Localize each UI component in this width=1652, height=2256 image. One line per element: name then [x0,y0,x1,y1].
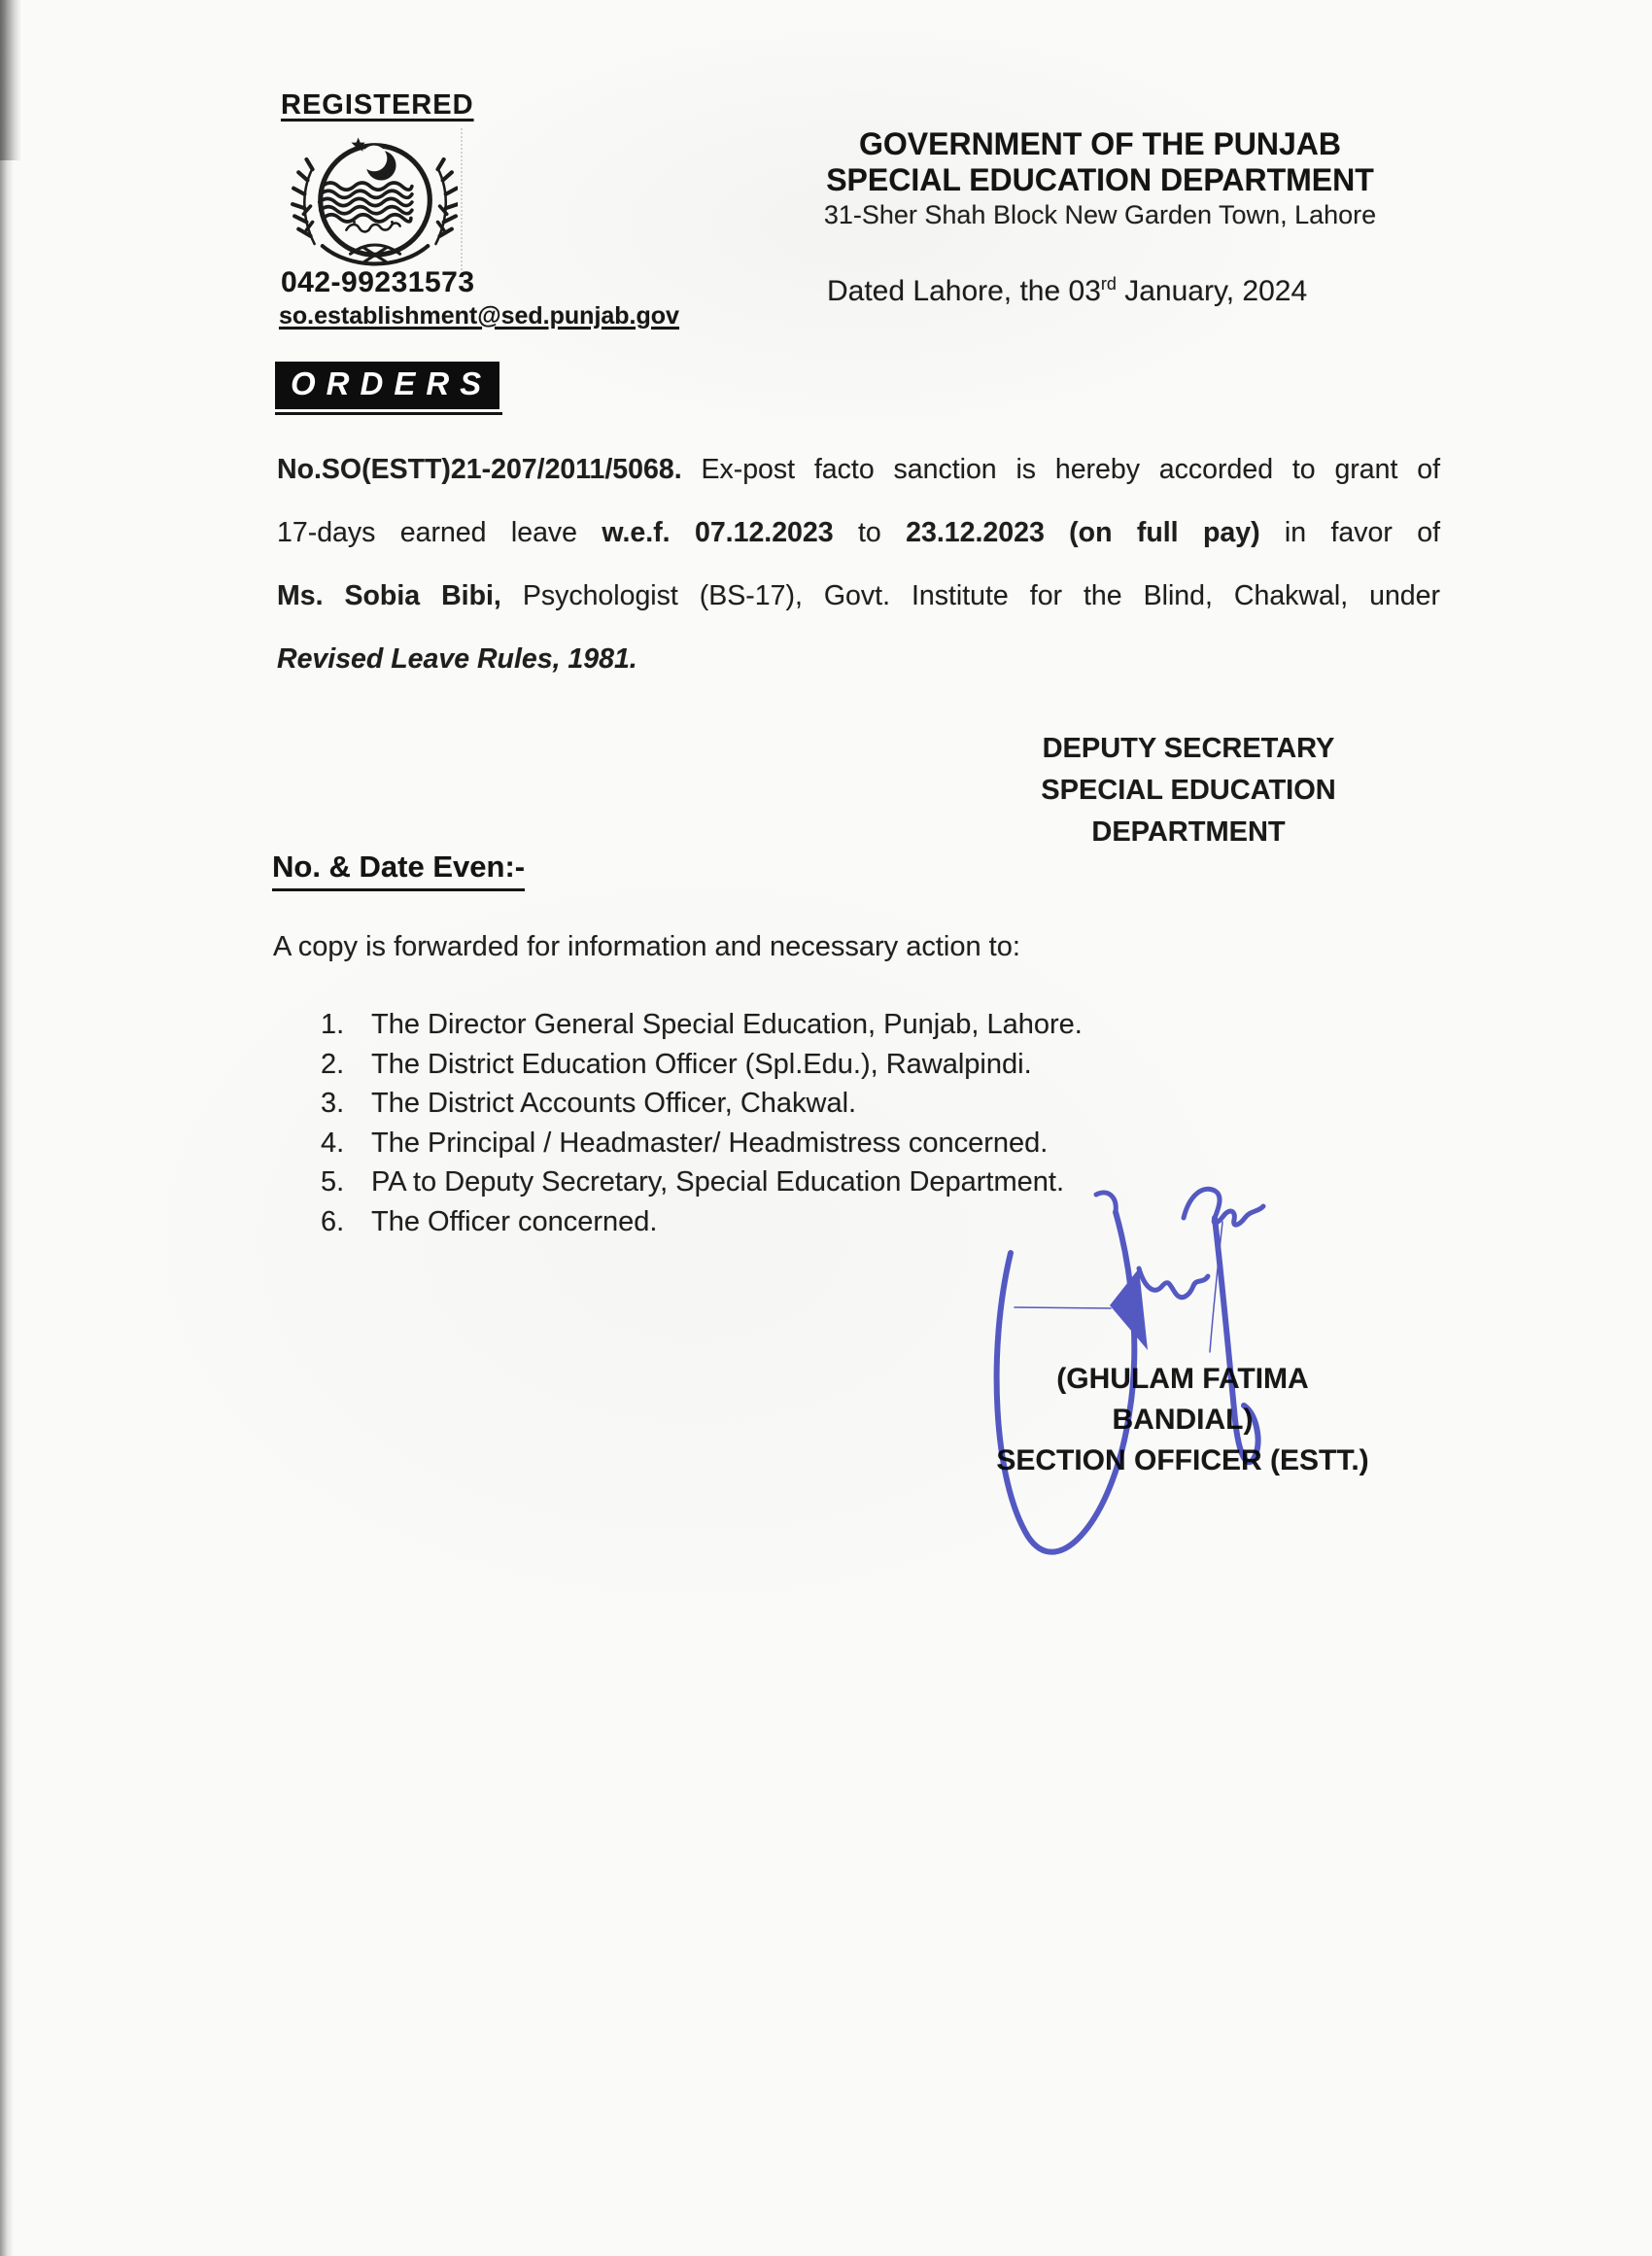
order-paragraph-line-2 [277,502,1440,565]
department-letterhead [799,126,1401,231]
cc-item-text: The Officer concerned. [371,1205,658,1237]
cc-item [321,1045,1083,1085]
date-ordinal: rd [1100,274,1117,294]
scan-edge-artifact [0,0,14,2256]
order-paragraph [277,438,1440,691]
cc-item-number: 1. [321,1009,345,1040]
government-title: GOVERNMENT OF THE PUNJAB [858,126,1342,161]
cc-item-text: The District Accounts Officer, Chakwal. [371,1088,857,1119]
cc-item [321,1163,1083,1202]
leave-rules-reference: Revised Leave Rules, 1981. [277,643,637,675]
order-line2-e: in favor of [1259,517,1440,548]
cc-list [321,1005,1083,1241]
leave-start-date: w.e.f. 07.12.2023 [602,517,834,548]
cc-item-text: PA to Deputy Secretary, Special Education Department. [371,1166,1065,1197]
order-line2-c: to [833,517,907,548]
signoff-line-3: DEPARTMENT [1091,816,1286,848]
deputy-secretary-signoff [994,728,1383,853]
order-paragraph-line-3 [277,565,1440,628]
cc-item [321,1202,1083,1242]
forwarding-intro-line: A copy is forwarded for information and necessary action to: [273,931,1020,962]
date-line [827,275,1307,308]
scan-edge-artifact-top [0,0,21,160]
cc-item-number: 2. [321,1048,345,1080]
punjab-government-crest-logo [289,122,458,282]
department-title: SPECIAL EDUCATION DEPARTMENT [826,162,1374,197]
cc-item-number: 3. [321,1088,345,1119]
cc-item-text: The Principal / Headmaster/ Headmistress concerned. [371,1127,1049,1159]
order-paragraph-line-1 [277,438,1440,502]
cc-item-number: 4. [321,1127,345,1159]
signatory-title: SECTION OFFICER (ESTT.) [996,1444,1369,1476]
orders-heading-label: ORDERS [275,362,499,409]
handwritten-signature-ink [972,1160,1302,1583]
cc-item-number: 6. [321,1205,345,1237]
order-line2-a: 17-days earned leave [277,517,602,548]
cc-item [321,1005,1083,1045]
employee-designation: Psychologist (BS-17), Govt. Institute for the Blind, Chakwal, under [500,580,1440,611]
leave-end-date: 23.12.2023 (on full pay) [906,517,1260,548]
cc-item-text: The District Education Officer (Spl.Edu.), Rawalpindi. [371,1048,1032,1080]
signoff-line-2: SPECIAL EDUCATION [1041,775,1336,806]
email-address: so.establishment@sed.punjab.gov [279,302,679,330]
registered-label: REGISTERED [281,89,474,121]
department-address: 31-Sher Shah Block New Garden Town, Lahore [823,200,1377,229]
stamp-box-edge-artifact [461,128,463,274]
orders-heading [275,362,502,415]
order-line1-text: Ex-post facto sanction is hereby accorded to grant of [681,454,1440,485]
phone-number: 042-99231573 [281,266,475,298]
cc-item [321,1084,1083,1124]
employee-name: Ms. Sobia Bibi, [277,580,501,611]
cc-item-number: 5. [321,1166,345,1197]
order-reference-number: No.SO(ESTT)21-207/2011/5068. [277,454,682,485]
signatory-name: (GHULAM FATIMA BANDIAL) [1056,1363,1309,1436]
order-paragraph-line-4 [277,628,1440,691]
cc-item-text: The Director General Special Education, Punjab, Lahore. [371,1009,1083,1040]
cc-item [321,1124,1083,1163]
even-number-date-label: No. & Date Even:- [272,850,525,891]
signoff-line-1: DEPUTY SECRETARY [1042,733,1335,764]
date-suffix: January, 2024 [1116,275,1308,307]
date-prefix: Dated Lahore, the 03 [827,275,1101,307]
